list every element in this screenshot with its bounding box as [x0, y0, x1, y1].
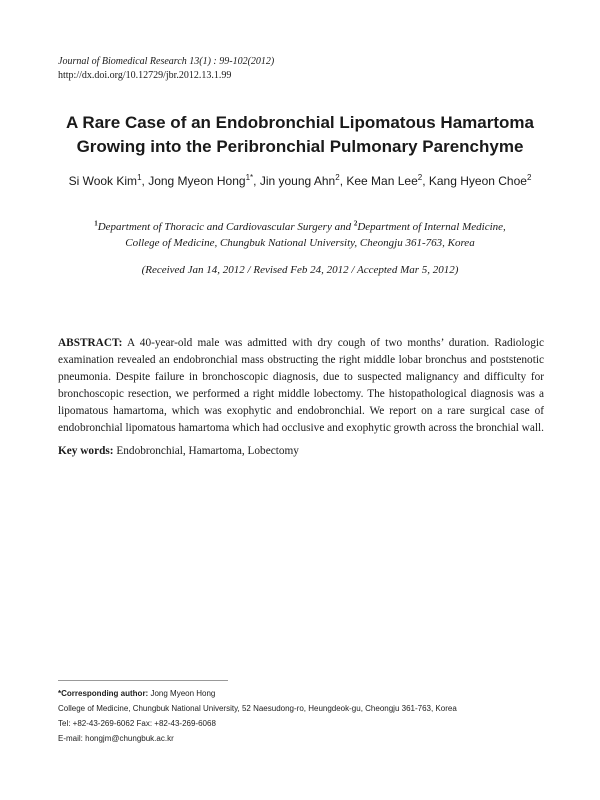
- journal-header: [58, 55, 274, 83]
- title-line-2: Growing into the Peribronchial Pulmonary Parenchyme: [76, 137, 524, 156]
- author-name: Jong Myeon Hong: [148, 174, 246, 188]
- abstract-label: ABSTRACT:: [58, 337, 123, 349]
- keywords: [58, 445, 299, 457]
- author-affiliation-mark: 1*: [245, 173, 254, 182]
- author-affiliation-mark: 2: [417, 173, 423, 182]
- corresponding-author-label: *Corresponding author:: [58, 689, 149, 698]
- author-separator: ,: [339, 174, 347, 188]
- affiliation-dept-2: Department of Internal Medicine,: [357, 221, 506, 233]
- keywords-label: Key words:: [58, 445, 114, 457]
- keywords-text: Endobronchial, Hamartoma, Lobectomy: [116, 445, 299, 457]
- submission-dates: (Received Jan 14, 2012 / Revised Feb 24, 2012 / Accepted Mar 5, 2012): [141, 264, 459, 276]
- doi-link[interactable]: http://dx.doi.org/10.12729/jbr.2012.13.1.99: [58, 70, 232, 81]
- author-name: Kang Hyeon Choe: [428, 174, 527, 188]
- author-separator: ,: [141, 174, 149, 188]
- abstract: [58, 335, 544, 437]
- affiliation-mark-2: 2: [353, 219, 358, 228]
- author-separator: ,: [422, 174, 429, 188]
- affiliation-line-1: [40, 219, 560, 235]
- paper-title: [40, 111, 560, 159]
- author-separator: ,: [253, 174, 260, 188]
- correspondence-footnote: [58, 686, 457, 746]
- correspondence-phone: Tel: +82-43-269-6062 Fax: +82-43-269-6068: [58, 719, 216, 728]
- author-list: [40, 174, 560, 188]
- author-affiliation-mark: 2: [335, 173, 340, 182]
- affiliations: [40, 219, 560, 251]
- affiliation-dept-1: Department of Thoracic and Cardiovascular Surgery and: [97, 221, 354, 233]
- corresponding-author: [58, 686, 457, 701]
- author-affiliation-mark: 2: [526, 173, 532, 182]
- author-name: Kee Man Lee: [346, 174, 418, 188]
- corresponding-author-name: Jong Myeon Hong: [150, 689, 216, 698]
- abstract-text: A 40-year-old male was admitted with dry cough of two months’ duration. Radiologic examination revealed an endobronchial mass obstructing the right middle lobar bronchus and poststenotic pneumonia. Despite failure in bronchoscopic diagnosis, due to suspected malignancy and difficulty for bronchoscopic resection, we performed a right middle lobectomy. The histopathological diagnosis was a lipomatous hamartoma, which was exophytic and endobronchial. We report on a rare surgical case of endobronchial lipomatous hamartoma which had occlusive and exophytic growth across the bronchial wall.: [58, 337, 544, 434]
- title-line-1: A Rare Case of an Endobronchial Lipomatous Hamartoma: [66, 113, 534, 132]
- footnote-divider: [58, 680, 228, 681]
- journal-citation: Journal of Biomedical Research 13(1) : 99-102(2012): [58, 56, 275, 67]
- author-name: Si Wook Kim: [68, 174, 138, 188]
- correspondence-email[interactable]: E-mail: hongjm@chungbuk.ac.kr: [58, 734, 174, 743]
- affiliation-mark-1: 1: [94, 219, 98, 228]
- author-name: Jin young Ahn: [259, 174, 336, 188]
- author-affiliation-mark: 1: [137, 173, 142, 182]
- correspondence-address: College of Medicine, Chungbuk National University, 52 Naesudong-ro, Heungdeok-gu, Cheongju 361-763, Korea: [58, 704, 457, 713]
- affiliation-line-2: College of Medicine, Chungbuk National University, Cheongju 361-763, Korea: [125, 237, 475, 249]
